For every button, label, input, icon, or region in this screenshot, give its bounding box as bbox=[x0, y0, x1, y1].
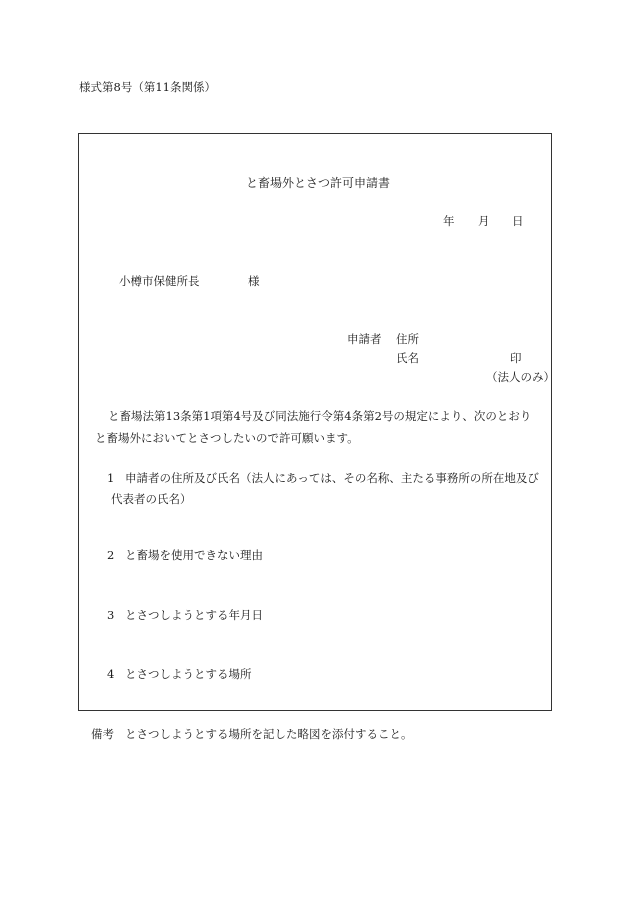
seal-label: 印 bbox=[510, 351, 522, 365]
item-text: とさつしようとする年月日 bbox=[125, 608, 263, 622]
address-label: 住所 bbox=[396, 332, 419, 346]
item-number: 2 bbox=[107, 548, 115, 562]
name-label: 氏名 bbox=[396, 351, 419, 365]
item-text: とさつしようとする場所 bbox=[125, 667, 252, 681]
form-title: と畜場外とさつ許可申請書 bbox=[246, 176, 391, 190]
item-text: と畜場を使用できない理由 bbox=[125, 548, 263, 562]
remarks-label: 備考 bbox=[91, 727, 114, 741]
item-number: 3 bbox=[107, 608, 115, 622]
remarks-text: とさつしようとする場所を記した略図を添付すること。 bbox=[125, 727, 413, 741]
item-text-continued: 代表者の氏名） bbox=[111, 492, 192, 506]
applicant-label: 申請者 bbox=[347, 332, 382, 346]
corporate-note: （法人のみ） bbox=[486, 370, 555, 384]
item-number: 1 bbox=[107, 471, 115, 485]
item-number: 4 bbox=[107, 667, 115, 681]
year-label: 年 bbox=[443, 214, 455, 228]
addressee-honorific: 様 bbox=[248, 274, 260, 288]
day-label: 日 bbox=[512, 214, 524, 228]
item-text: 申請者の住所及び氏名（法人にあっては、その名称、主たる事務所の所在地及び bbox=[125, 471, 539, 485]
addressee-name: 小樽市保健所長 bbox=[119, 274, 200, 288]
body-text-line1: と畜場法第13条第1項第4号及び同法施行令第4条第2号の規定により、次のとおり bbox=[108, 409, 532, 423]
month-label: 月 bbox=[478, 214, 490, 228]
form-number: 様式第8号（第11条関係） bbox=[79, 80, 216, 94]
body-text-line2: と畜場外においてとさつしたいので許可願います。 bbox=[95, 431, 359, 445]
